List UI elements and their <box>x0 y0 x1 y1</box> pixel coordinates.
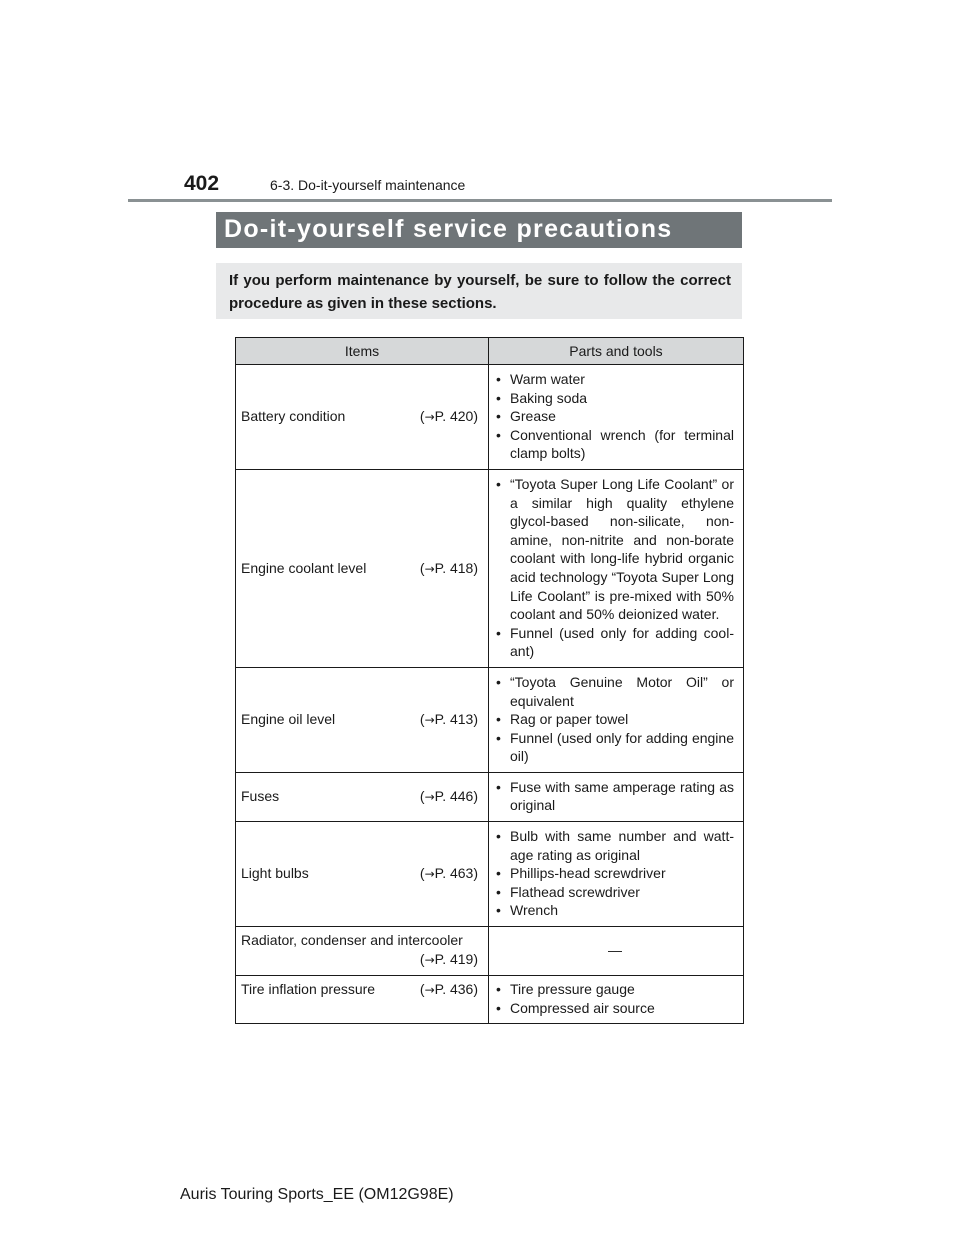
page-reference: (→P. 463) <box>419 865 478 882</box>
parts-cell <box>489 469 744 667</box>
list-item: • Bulb with same number and watt-age rating as original <box>496 827 734 864</box>
list-item: • Compressed air source <box>496 999 734 1018</box>
page-reference: (→P. 418) <box>419 559 478 576</box>
table-row <box>236 469 744 667</box>
parts-cell <box>489 667 744 772</box>
list-item: • “Toyota Genuine Motor Oil” or equivalent <box>496 673 734 710</box>
item-name: Tire inflation pressure <box>241 981 376 998</box>
item-name: Light bulbs <box>241 865 309 882</box>
intro-box <box>216 263 742 319</box>
page-reference: (→P. 419) <box>419 950 478 967</box>
page-reference: (→P. 420) <box>419 408 478 425</box>
item-cell <box>236 927 489 976</box>
page-reference: (→P. 436) <box>419 981 478 998</box>
parts-cell <box>489 822 744 927</box>
item-name: Battery condition <box>241 408 346 425</box>
intro-text: If you perform maintenance by yourself, be sure to follow the correct procedure as given in these sections. <box>229 272 731 312</box>
table-row <box>236 365 744 470</box>
item-cell <box>236 365 489 470</box>
list-item: • Rag or paper towel <box>496 710 734 729</box>
right-arrow-icon: → <box>424 790 435 805</box>
table-row <box>236 976 744 1024</box>
list-item: • Phillips-head screwdriver <box>496 864 734 883</box>
item-cell <box>236 976 489 1024</box>
maintenance-table <box>235 337 744 1024</box>
page-number: 402 <box>184 172 220 195</box>
list-item: • Grease <box>496 407 734 426</box>
item-cell <box>236 772 489 821</box>
header-parts-and-tools: Parts and tools <box>489 338 744 365</box>
list-item: • Tire pressure gauge <box>496 980 734 999</box>
table-row <box>236 822 744 927</box>
parts-cell <box>489 772 744 821</box>
list-item: • Warm water <box>496 370 734 389</box>
title-bar <box>216 212 742 248</box>
item-name: Fuses <box>241 788 280 805</box>
right-arrow-icon: → <box>424 410 435 425</box>
section-label: 6-3. Do-it-yourself maintenance <box>270 177 466 193</box>
right-arrow-icon: → <box>424 561 435 576</box>
item-name: Engine oil level <box>241 711 336 728</box>
table-row <box>236 667 744 772</box>
list-item: • Flathead screwdriver <box>496 883 734 902</box>
right-arrow-icon: → <box>424 713 435 728</box>
list-item: • “Toyota Super Long Life Coolant” or a similar high quality ethylene glycol-based non-silicate, non-amine, non-nitrite and non-borate coolant with long-life hybrid organic acid technology “Toyota Super Long Life Coolant” is pre-mixed with 50% coolant and 50% deionized water. <box>496 475 734 624</box>
page-title: Do-it-yourself service precautions <box>224 215 673 243</box>
list-item: • Fuse with same amperage rating as original <box>496 778 734 815</box>
page-reference: (→P. 446) <box>419 788 478 805</box>
item-name: Engine coolant level <box>241 559 367 576</box>
list-item: • Funnel (used only for adding engine oil) <box>496 729 734 766</box>
list-item: • Wrench <box>496 901 734 920</box>
right-arrow-icon: → <box>424 952 435 967</box>
footer-model-label: Auris Touring Sports_EE (OM12G98E) <box>180 1186 454 1203</box>
item-cell <box>236 469 489 667</box>
list-item: • Funnel (used only for adding cool-ant) <box>496 624 734 661</box>
item-cell <box>236 822 489 927</box>
page-reference: (→P. 413) <box>419 711 478 728</box>
item-name: Radiator, condenser and intercooler <box>241 932 463 949</box>
parts-cell <box>489 365 744 470</box>
right-arrow-icon: → <box>424 867 435 882</box>
list-item: • Conventional wrench (for terminal clamp bolts) <box>496 426 734 463</box>
table-row <box>236 927 744 976</box>
parts-cell <box>489 976 744 1024</box>
list-item: • Baking soda <box>496 389 734 408</box>
right-arrow-icon: → <box>424 983 435 998</box>
item-cell <box>236 667 489 772</box>
parts-cell-empty: — <box>489 927 744 976</box>
header-items: Items <box>236 338 489 365</box>
header-divider <box>128 199 832 202</box>
table-header-row <box>236 338 744 365</box>
table-row <box>236 772 744 821</box>
